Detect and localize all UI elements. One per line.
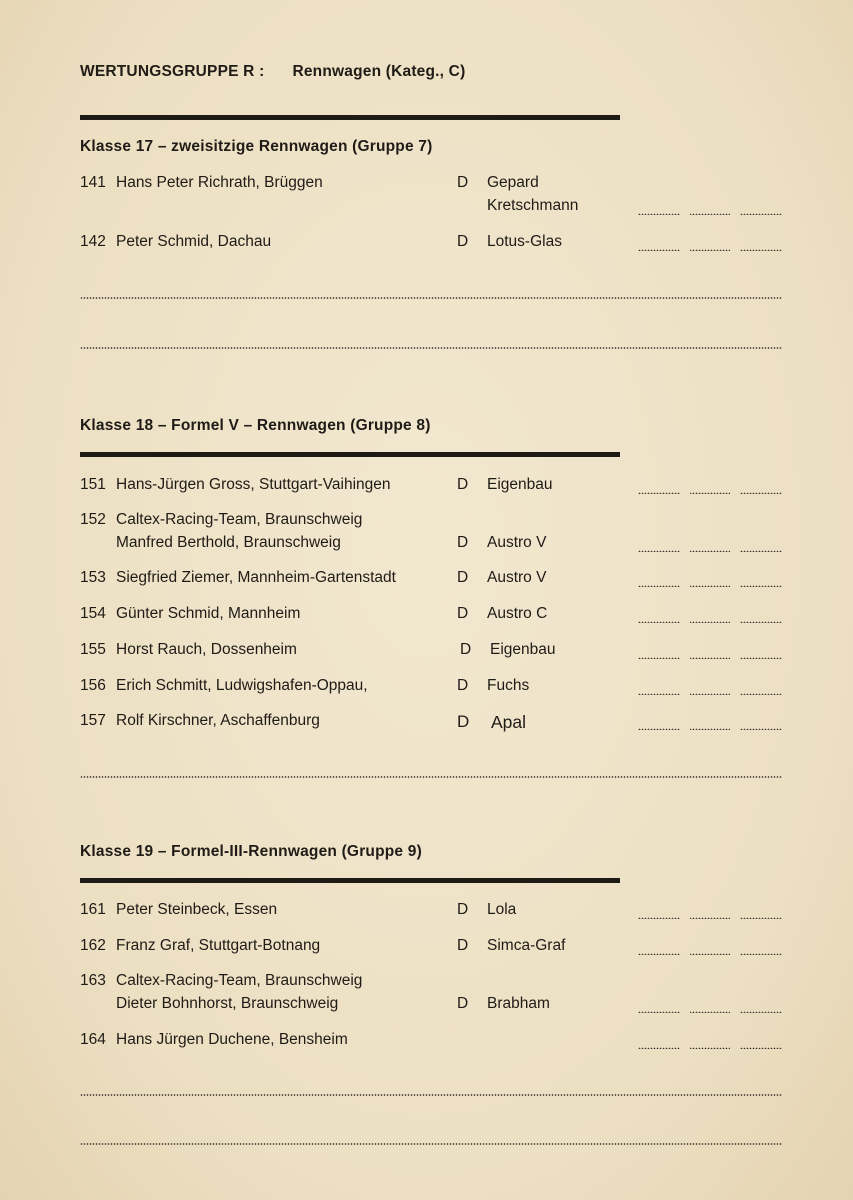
car-make: Simca-Graf [487,937,566,954]
car-make: Austro C [487,605,548,622]
driver-name: Hans Peter Richrath, Brüggen [116,174,323,191]
class-18-title: Klasse 18 – Formel V – Rennwagen (Gruppe 8) [80,417,431,434]
entry-row-164 [80,1031,782,1055]
entry-row-154 [80,605,782,629]
start-number: 151 [80,476,106,493]
blank-entry-line [80,297,782,299]
driver-name: Peter Steinbeck, Essen [116,901,278,918]
driver-name: Peter Schmid, Dachau [116,233,272,250]
result-blank [638,1035,782,1049]
country-code: D [457,937,469,954]
start-number: 161 [80,901,106,918]
entry-row-141 [80,174,782,214]
start-number: 157 [80,712,106,729]
country-code: D [457,476,469,493]
start-number: 153 [80,569,106,586]
entry-row-155 [80,641,782,665]
team-name: Caltex-Racing-Team, Braunschweig [116,511,363,528]
driver-name: Hans-Jürgen Gross, Stuttgart-Vaihingen [116,476,391,493]
car-make: Gepard [487,174,539,191]
entry-row-156 [80,677,782,701]
entry-row-153 [80,569,782,593]
class-19-title: Klasse 19 – Formel-III-Rennwagen (Gruppe 9) [80,843,422,860]
start-number: 142 [80,233,106,250]
country-code: D [457,901,469,918]
result-blank [638,480,782,494]
country-code: D [457,995,469,1012]
entry-row-163 [80,972,782,1012]
blank-entry-line [80,1143,782,1145]
country-code: D [457,233,469,250]
car-make: Eigenbau [490,641,556,658]
result-blank [638,645,782,659]
country-code: D [457,605,469,622]
result-blank [638,609,782,623]
result-blank [638,573,782,587]
country-code: D [460,641,472,658]
car-make: Apal [491,712,527,732]
blank-entry-line [80,776,782,778]
start-number: 156 [80,677,106,694]
car-make-line2: Kretschmann [487,197,579,214]
car-make: Austro V [487,534,547,551]
group-heading [80,63,465,81]
car-make: Eigenbau [487,476,553,493]
car-make: Austro V [487,569,547,586]
driver-name: Dieter Bohnhorst, Braunschweig [116,995,339,1012]
entry-row-142 [80,233,782,257]
entry-row-157 [80,712,782,736]
driver-name: Rolf Kirschner, Aschaffenburg [116,712,320,729]
result-blank [638,681,782,695]
blank-entry-line [80,1094,782,1096]
start-number: 155 [80,641,106,658]
group-title: Rennwagen (Kateg., C) [292,63,466,80]
country-code: D [457,534,469,551]
class-17-title: Klasse 17 – zweisitzige Rennwagen (Gruppe 7) [80,138,433,155]
entry-row-162 [80,937,782,961]
country-code: D [457,569,469,586]
start-number: 164 [80,1031,106,1048]
result-blank [638,201,782,215]
driver-name: Horst Rauch, Dossenheim [116,641,297,658]
driver-name: Erich Schmitt, Ludwigshafen-Oppau, [116,677,368,694]
driver-name: Manfred Berthold, Braunschweig [116,534,341,551]
start-number: 154 [80,605,106,622]
country-code: D [457,712,470,731]
start-number: 152 [80,511,106,528]
start-number: 162 [80,937,106,954]
result-blank [638,237,782,251]
entry-row-161 [80,901,782,925]
result-blank [638,716,782,730]
country-code: D [457,677,469,694]
result-blank [638,538,782,552]
driver-name: Günter Schmid, Mannheim [116,605,301,622]
entry-row-151 [80,476,782,500]
result-blank [638,941,782,955]
class-rule [80,452,620,457]
start-number: 163 [80,972,106,989]
team-name: Caltex-Racing-Team, Braunschweig [116,972,363,989]
country-code: D [457,174,469,191]
car-make: Lotus-Glas [487,233,562,250]
car-make: Brabham [487,995,550,1012]
car-make: Fuchs [487,677,530,694]
blank-entry-line [80,347,782,349]
result-blank [638,905,782,919]
driver-name: Hans Jürgen Duchene, Bensheim [116,1031,348,1048]
car-make: Lola [487,901,517,918]
heading-rule [80,115,620,120]
result-blank [638,999,782,1013]
entry-row-152 [80,511,782,551]
start-number: 141 [80,174,106,191]
class-rule [80,878,620,883]
driver-name: Siegfried Ziemer, Mannheim-Gartenstadt [116,569,396,586]
group-label: WERTUNGSGRUPPE R : [80,63,265,80]
driver-name: Franz Graf, Stuttgart-Botnang [116,937,321,954]
